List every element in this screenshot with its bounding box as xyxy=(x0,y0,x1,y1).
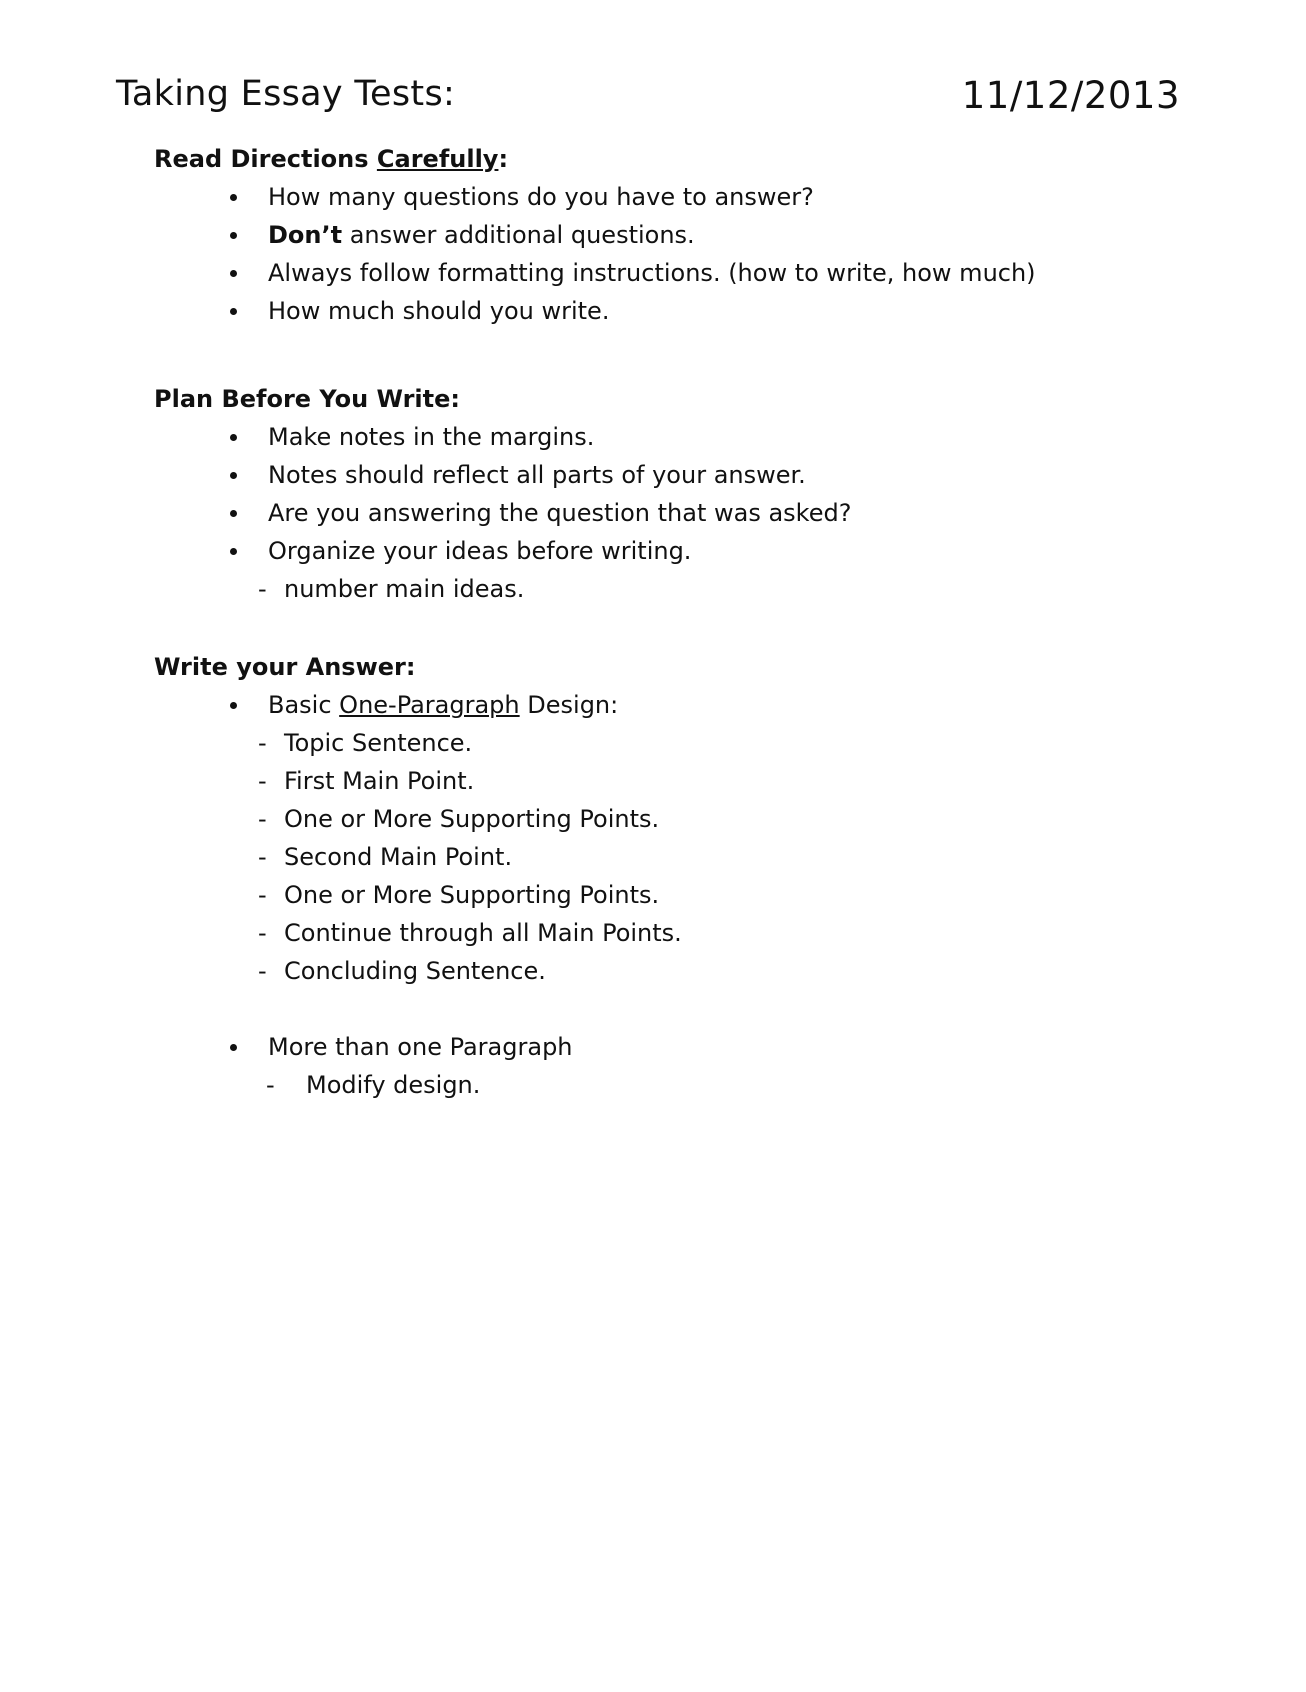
bullet-icon xyxy=(230,232,237,239)
list-item-text: More than one Paragraph xyxy=(268,1033,573,1061)
section-plan-before-write xyxy=(154,380,1154,608)
sub-list-item-text: First Main Point. xyxy=(284,767,475,795)
bullet-icon xyxy=(230,702,237,709)
sub-list-item-text: Modify design. xyxy=(306,1071,481,1099)
bullet-icon xyxy=(230,308,237,315)
dash-icon: - xyxy=(258,919,267,947)
list-item-text: How many questions do you have to answer? xyxy=(268,183,814,211)
section-heading: Write your Answer: xyxy=(154,653,416,681)
list-item-text: Notes should reflect all parts of your answer. xyxy=(268,461,806,489)
sub-list-item-text: Topic Sentence. xyxy=(284,729,473,757)
dash-icon: - xyxy=(258,729,267,757)
dash-icon: - xyxy=(258,881,267,909)
sub-list-item xyxy=(154,570,1154,608)
sub-list-item-text: Second Main Point. xyxy=(284,843,513,871)
list-item xyxy=(154,494,1154,532)
bullet-icon xyxy=(230,194,237,201)
list-item-text: Basic xyxy=(268,691,340,719)
list-item-text: How much should you write. xyxy=(268,297,610,325)
sub-list-item-text: Continue through all Main Points. xyxy=(284,919,682,947)
bullet-icon xyxy=(230,472,237,479)
list-item-text: Make notes in the margins. xyxy=(268,423,595,451)
sub-list-item xyxy=(154,724,1154,762)
section-read-directions xyxy=(154,140,1154,330)
list-item xyxy=(154,1028,1154,1066)
list-item xyxy=(154,292,1154,330)
sub-list-item xyxy=(154,1066,1154,1104)
bullet-icon xyxy=(230,434,237,441)
sub-list-item xyxy=(154,838,1154,876)
list-item-text: Always follow formatting instructions. (how to write, how much) xyxy=(268,259,1036,287)
sub-list-item-text: Concluding Sentence. xyxy=(284,957,546,985)
heading-suffix: : xyxy=(498,145,509,173)
list-item-bold-text: Don’t xyxy=(268,221,343,249)
list-item xyxy=(154,686,1154,724)
list-item xyxy=(154,254,1154,292)
sub-list-item-text: One or More Supporting Points. xyxy=(284,881,660,909)
list-item-underlined-text: One-Paragraph xyxy=(339,691,520,719)
list-item-text: Organize your ideas before writing. xyxy=(268,537,692,565)
sub-list-item xyxy=(154,914,1154,952)
sub-list-item-text: number main ideas. xyxy=(284,575,525,603)
sub-list-item xyxy=(154,800,1154,838)
dash-icon: - xyxy=(258,767,267,795)
document-date: 11/12/2013 xyxy=(961,74,1180,117)
dash-icon: - xyxy=(258,805,267,833)
dash-icon: - xyxy=(258,575,267,603)
list-item xyxy=(154,418,1154,456)
dash-icon: - xyxy=(266,1071,275,1099)
section-write-your-answer xyxy=(154,648,1154,1104)
section-heading: Plan Before You Write: xyxy=(154,385,460,413)
dash-icon: - xyxy=(258,843,267,871)
heading-underlined-text: Carefully xyxy=(376,145,499,173)
list-item xyxy=(154,532,1154,570)
section-heading xyxy=(154,140,1154,178)
sub-list-item xyxy=(154,762,1154,800)
heading-text: Read Directions xyxy=(154,145,377,173)
list-item-text: Design: xyxy=(519,691,619,719)
sub-list-item xyxy=(154,952,1154,990)
document-title: Taking Essay Tests: xyxy=(116,74,456,114)
bullet-icon xyxy=(230,1044,237,1051)
spacer xyxy=(154,990,1154,1028)
list-item-text: Are you answering the question that was asked? xyxy=(268,499,852,527)
bullet-icon xyxy=(230,510,237,517)
list-item xyxy=(154,456,1154,494)
list-item-text: answer additional questions. xyxy=(342,221,695,249)
dash-icon: - xyxy=(258,957,267,985)
sub-list-item xyxy=(154,876,1154,914)
list-item xyxy=(154,178,1154,216)
bullet-icon xyxy=(230,270,237,277)
sub-list-item-text: One or More Supporting Points. xyxy=(284,805,660,833)
list-item xyxy=(154,216,1154,254)
bullet-icon xyxy=(230,548,237,555)
